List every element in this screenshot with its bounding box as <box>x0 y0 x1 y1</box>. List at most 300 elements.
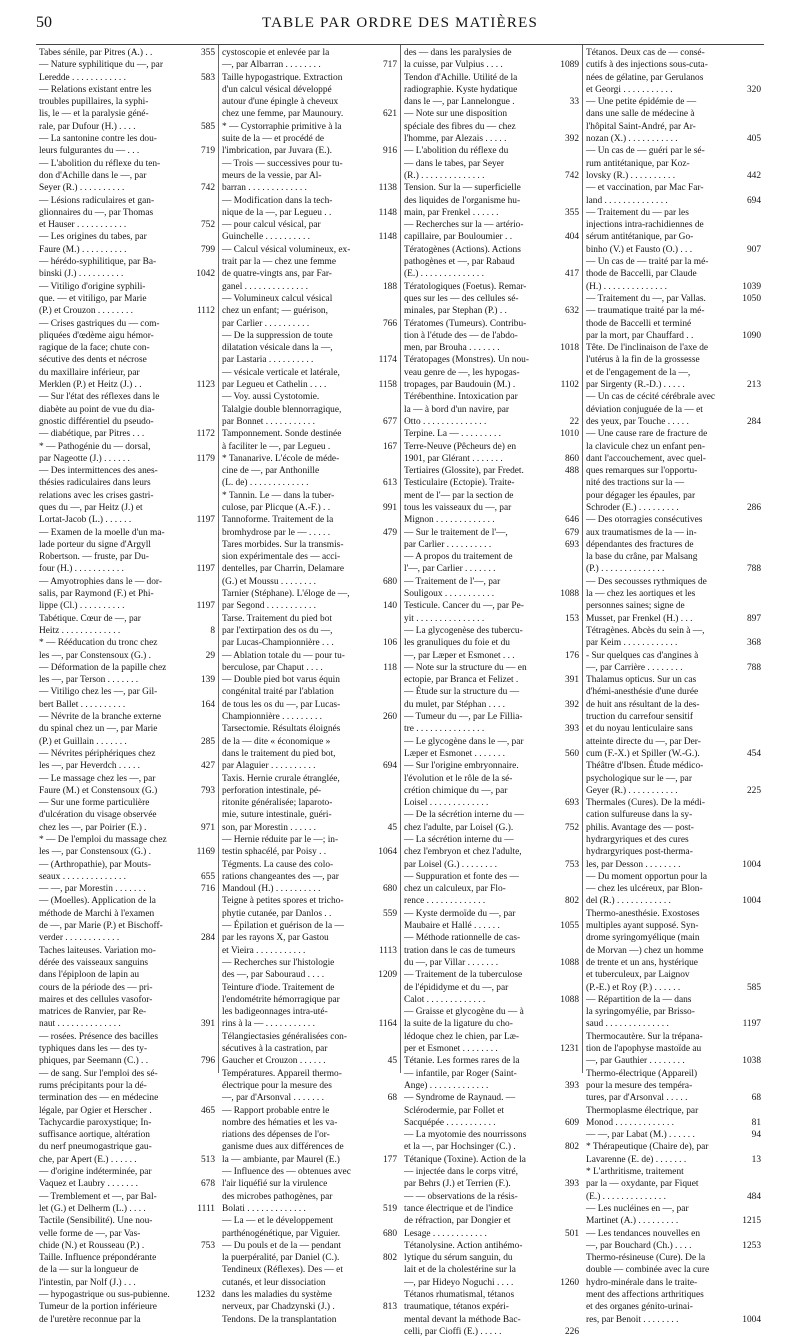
index-line <box>222 908 397 920</box>
index-line <box>222 318 397 330</box>
index-entry-text: binho (V.) et Fausto (O.) . . . <box>586 244 693 255</box>
index-entry-text: yit . . . . . . . . . . . . . . . <box>404 613 485 624</box>
index-entry-text: berculose, par Chaput . . . . <box>222 662 323 673</box>
index-entry-text: — Des intermittences des anes- <box>39 466 158 477</box>
index-page-ref: 355 <box>200 48 215 58</box>
index-line <box>222 859 397 871</box>
index-line <box>586 453 761 465</box>
index-line <box>222 797 397 809</box>
index-entry-text: Guinchelle . . . . . . . . . . <box>222 232 311 243</box>
index-entry-text: Merklen (P.) et Heitz (J.) . . <box>39 380 142 391</box>
index-line <box>222 637 397 649</box>
index-entry-text: l'air liquéfié sur la virulence <box>222 1179 328 1190</box>
index-entry-text: les —, par Constensoux (G.) . <box>39 847 151 858</box>
page-title: TABLE PAR ORDRE DES MATIÈRES <box>261 15 539 31</box>
index-line <box>404 195 579 207</box>
index-line <box>39 330 215 342</box>
index-entry-text: Faure (M.) . . . . . . . . . . <box>39 244 127 255</box>
index-entry-text: Testiculaire (Ectopie). Traite- <box>404 478 515 489</box>
index-line <box>586 736 761 748</box>
index-entry-text: par Nageotte (J.) . . . . . . <box>39 453 130 464</box>
index-entry-text: Mandoul (H.) . . . . . . . . . . <box>222 884 321 895</box>
index-entry-text: Tendons. De la transplantation <box>222 1314 337 1325</box>
index-entry-text: des yeux, par Touche . . . . . <box>586 416 689 427</box>
index-line <box>39 1301 215 1313</box>
index-line <box>404 465 579 477</box>
index-page-ref: 164 <box>200 699 215 710</box>
index-line <box>586 121 761 133</box>
index-line <box>404 453 579 465</box>
index-line <box>586 477 761 489</box>
index-line <box>39 982 215 994</box>
index-line <box>586 883 761 895</box>
index-entry-text: nerveux, par Chadzynski (J.) . <box>222 1302 335 1313</box>
index-line <box>222 613 397 625</box>
index-line <box>586 1141 761 1153</box>
index-entry-text: truction du carrefour sensitif <box>586 712 693 723</box>
index-page-ref: 140 <box>382 601 397 612</box>
index-entry-text: — Déformation de la papille chez <box>39 662 167 673</box>
index-entry-text: res, par Benoit . . . . . . . . <box>586 1314 679 1325</box>
index-line <box>404 551 579 563</box>
index-line <box>222 1092 397 1104</box>
index-entry-text: et des organes génito-urinai- <box>586 1302 693 1313</box>
index-entry-text: déviation conjuguée de la — et <box>586 404 703 415</box>
index-entry-text: Ange) . . . . . . . . . . . . . <box>404 1080 489 1091</box>
index-page-ref: 167 <box>382 441 397 452</box>
index-line <box>222 281 397 293</box>
index-line <box>586 1105 761 1117</box>
index-entry-text: — Voy. aussi Cystotomie. <box>222 392 320 403</box>
index-line <box>39 514 215 526</box>
index-line <box>222 207 397 219</box>
index-line <box>404 354 579 366</box>
index-entry-text: la base du crâne, par Malsang <box>586 552 698 563</box>
index-entry-text: Taille. Influence prépondérante <box>39 1253 157 1264</box>
index-page-ref: 1231 <box>560 1044 579 1055</box>
index-page-ref: 788 <box>746 662 761 673</box>
index-entry-text: — Amyotrophies dans le — dor- <box>39 576 162 587</box>
index-line <box>222 84 397 96</box>
index-entry-text: (E.) . . . . . . . . . . . . . . <box>586 1191 666 1202</box>
index-entry-text: la — à bord d'un navire, par <box>404 404 510 415</box>
index-line <box>586 170 761 182</box>
index-page-ref: 1018 <box>560 343 579 354</box>
index-line <box>404 932 579 944</box>
index-page-ref: 479 <box>382 527 397 538</box>
index-entry-text: Lavarenne (E. de) . . . . . . . <box>586 1154 687 1165</box>
index-line <box>39 1080 215 1092</box>
index-line <box>222 1043 397 1055</box>
index-entry-text: des microbes pathogènes, par <box>222 1191 333 1202</box>
index-page-ref: 1064 <box>378 847 397 858</box>
index-line <box>586 797 761 809</box>
index-entry-text: la cuisse, par Vulpius . . . . <box>404 60 503 71</box>
index-line <box>404 1326 579 1338</box>
index-entry-text: men, par Brouha . . . . . . . <box>404 343 500 354</box>
index-entry-text: — La santonine contre les dou- <box>39 134 157 145</box>
index-entry-text: lippe (Cl.) . . . . . . . . . . <box>39 601 125 612</box>
index-entry-text: et la —, par Hochsinger (C.) . <box>404 1142 516 1153</box>
index-entry-text: d'un calcul vésical développé <box>222 84 332 95</box>
index-line <box>586 318 761 330</box>
index-entry-text: Tannoforme. Traitement de la <box>222 515 334 526</box>
index-page-ref: 513 <box>200 1154 215 1165</box>
index-entry-text: veau genre de —, les hypogas- <box>404 367 520 378</box>
index-entry-text: Thermocautère. Sur la trépana- <box>586 1031 703 1042</box>
index-entry-text: Souligoux . . . . . . . . . . . <box>404 589 495 600</box>
index-entry-text: par Legueu et Cathelin . . . . <box>222 380 327 391</box>
index-page-ref: 1158 <box>378 380 397 391</box>
index-entry-text: perforation intestinale, pé- <box>222 785 322 796</box>
index-page-ref: 68 <box>387 1093 397 1104</box>
index-line <box>39 1031 215 1043</box>
index-entry-text: Musset, par Frenkel (H.) . . . <box>586 613 693 624</box>
index-entry-text: Heitz . . . . . . . . . . . . . <box>39 625 121 636</box>
index-line <box>39 342 215 354</box>
index-line <box>39 674 215 686</box>
index-line <box>222 330 397 342</box>
index-line <box>39 108 215 120</box>
index-line <box>222 736 397 748</box>
index-line <box>586 428 761 440</box>
index-entry-text: — Trois — successives pour tu- <box>222 158 343 169</box>
index-entry-text: par Bonnet . . . . . . . . . . . <box>222 416 315 427</box>
index-line <box>404 637 579 649</box>
index-line <box>39 1252 215 1264</box>
index-entry-text: salis, par Raymond (F.) et Phi- <box>39 589 154 600</box>
index-entry-text: (P.) . . . . . . . . . . . . . . <box>586 564 665 575</box>
index-entry-text: de —, par Marie (P.) et Bischoff- <box>39 921 163 932</box>
index-line <box>586 514 761 526</box>
index-line <box>404 773 579 785</box>
index-line <box>404 1080 579 1092</box>
index-entry-text: Gaucher et Crouzon . . . . . . <box>222 1056 326 1067</box>
index-entry-text: aux traumatismes de la — in- <box>586 527 697 538</box>
index-entry-text: —, par Albarran . . . . . . . . <box>222 60 321 71</box>
index-line <box>222 969 397 981</box>
index-entry-text: —, par Carrière . . . . . . . . <box>586 662 683 673</box>
index-entry-text: — Ablation totale du — pour tu- <box>222 650 345 661</box>
index-entry-text: —, par Hideyo Noguchi . . . . <box>404 1277 514 1288</box>
index-line <box>404 674 579 686</box>
index-line <box>222 822 397 834</box>
index-entry-text: Théâtre d'Ibsen. Étude médico- <box>586 761 704 772</box>
index-line <box>586 182 761 194</box>
index-line <box>222 59 397 71</box>
index-line <box>222 1178 397 1190</box>
index-entry-text: pathogènes et —, par Rabaud <box>404 257 515 268</box>
index-line <box>222 219 397 231</box>
index-entry-text: — Les origines du tabes, par <box>39 232 147 243</box>
index-line <box>404 1043 579 1055</box>
index-entry-text: sion expérimentale des — acci- <box>222 552 341 563</box>
index-entry-text: congénital traité par l'ablation <box>222 687 334 698</box>
index-entry-text: — Traitement de l'—, par <box>404 576 501 587</box>
index-line <box>222 711 397 723</box>
index-entry-text: — Étude sur la structure du — <box>404 687 520 698</box>
index-line <box>404 391 579 403</box>
index-line <box>39 551 215 563</box>
index-line <box>586 1154 761 1166</box>
index-line <box>404 133 579 145</box>
index-entry-text: per et Esmonet . . . . . . . . <box>404 1044 498 1055</box>
index-entry-text: nées de gélatine, par Gerulanos <box>586 72 704 83</box>
index-entry-text: lait et de la cholestérine sur la <box>404 1265 516 1276</box>
index-entry-text: Testicule. Cancer du —, par Pe- <box>404 601 524 612</box>
index-entry-text: la syringomyélie, par Brisso- <box>586 1007 695 1018</box>
index-entry-text: — diabétique, par Pitres . . . <box>39 429 145 440</box>
index-line <box>586 1264 761 1276</box>
index-page-ref: 971 <box>200 822 215 833</box>
index-line <box>586 551 761 563</box>
index-entry-text: des — dans les paralysies de <box>404 48 512 58</box>
index-line <box>586 539 761 551</box>
index-entry-text: — hypogastrique ou sus-pubienne. <box>39 1289 170 1300</box>
index-page-ref: 693 <box>564 539 579 550</box>
index-line <box>39 932 215 944</box>
index-line <box>39 785 215 797</box>
index-line <box>222 785 397 797</box>
index-entry-text: Tachycardie paroxystique; In- <box>39 1117 152 1128</box>
index-entry-text: cation sulfureuse dans la sy- <box>586 810 693 821</box>
index-entry-text: (P.-E.) et Roy (P.) . . . . . . <box>586 982 681 993</box>
index-page-ref: 1148 <box>378 207 397 218</box>
index-entry-text: Tétanos. Deux cas de — consé- <box>586 48 705 58</box>
index-line <box>222 1117 397 1129</box>
index-page-ref: 1172 <box>196 429 215 440</box>
index-line <box>586 982 761 994</box>
index-entry-text: du mulet, par Stéphan . . . . <box>404 699 506 710</box>
index-line <box>586 637 761 649</box>
index-page-ref: 501 <box>564 1228 579 1239</box>
index-entry-text: — Du moment opportun pour la <box>586 871 708 882</box>
index-entry-text: ques sur les — des cellules sé- <box>404 293 519 304</box>
index-line <box>222 1264 397 1276</box>
index-page-ref: 813 <box>382 1302 397 1313</box>
index-entry-text: let (G.) et Delherm (L.) . . . . <box>39 1203 146 1214</box>
index-entry-text: et de l'engagement de la —, <box>586 367 691 378</box>
index-line <box>404 957 579 969</box>
index-line <box>586 1301 761 1313</box>
index-entry-text: ment des affections arthritiques <box>586 1289 704 1300</box>
index-line <box>404 1215 579 1227</box>
index-line <box>586 920 761 932</box>
index-entry-text: tropages, par Baudouin (M.) . <box>404 380 516 391</box>
index-line <box>222 170 397 182</box>
index-line <box>222 121 397 133</box>
index-entry-text: naut . . . . . . . . . . . . . . <box>39 1019 121 1030</box>
index-line <box>222 256 397 268</box>
index-entry-text: dilatation vésicale dans la —, <box>222 343 333 354</box>
index-line <box>222 293 397 305</box>
index-column-3 <box>400 45 582 1337</box>
index-entry-text: * — De l'emploi du massage chez <box>39 835 167 845</box>
index-line <box>222 477 397 489</box>
index-line <box>222 1289 397 1301</box>
index-line <box>39 305 215 317</box>
index-column-1 <box>36 45 218 1325</box>
index-line <box>39 281 215 293</box>
index-entry-text: Tactile (Sensibilité). Une nou- <box>39 1216 153 1227</box>
index-entry-text: multiples ayant supposé. Syn- <box>586 921 699 932</box>
index-line <box>404 760 579 772</box>
index-entry-text: — Une petite épidémie de — <box>586 97 697 108</box>
index-entry-text: par Carlier . . . . . . . . . . <box>222 318 310 329</box>
index-entry-text: relations avec les crises gastri- <box>39 490 154 501</box>
index-line <box>39 908 215 920</box>
index-line <box>404 1141 579 1153</box>
index-entry-text: mie, suture intestinale, guéri- <box>222 810 332 821</box>
index-line <box>586 342 761 354</box>
index-page-ref: 655 <box>200 871 215 882</box>
index-line <box>586 859 761 871</box>
index-line <box>404 219 579 231</box>
index-line <box>39 662 215 674</box>
index-entry-text: —, par Gauthier . . . . . . . . <box>586 1056 685 1067</box>
index-entry-text: ectopie, par Branca et Felizet . <box>404 675 519 686</box>
index-line <box>39 1141 215 1153</box>
index-entry-text: l'imbrication, par Juvara (E.). <box>222 146 332 157</box>
index-entry-text: cine de —, par Anthonille <box>222 466 320 477</box>
index-entry-text: — Influence des — obtenues avec <box>222 1167 351 1178</box>
index-page-ref: 454 <box>746 748 761 759</box>
index-line <box>39 576 215 588</box>
index-line <box>586 650 761 662</box>
index-entry-text: — —, par Morestin . . . . . . . <box>39 884 146 895</box>
index-entry-text: — Syndrome de Raynaud. — <box>404 1093 516 1104</box>
index-line <box>586 871 761 883</box>
index-line <box>222 883 397 895</box>
index-line <box>404 736 579 748</box>
index-entry-text: d'hémi-anesthésie d'une durée <box>586 687 699 698</box>
index-line <box>586 662 761 674</box>
index-entry-text: four (H.) . . . . . . . . . . . <box>39 564 124 575</box>
index-line <box>586 1178 761 1190</box>
index-page-ref: 1050 <box>742 293 761 304</box>
index-line <box>586 1068 761 1080</box>
index-page-ref: 1260 <box>560 1277 579 1288</box>
index-entry-text: de trente et un ans, hystérique <box>586 957 698 968</box>
index-entry-text: ragique de la face; chute con- <box>39 343 150 354</box>
index-entry-text: — L'abolition du réflexe du ten- <box>39 158 161 169</box>
index-page-ref: 802 <box>382 1253 397 1264</box>
index-entry-text: et Vieira . . . . . . . . . . . <box>222 945 306 956</box>
index-page-ref: 285 <box>200 736 215 747</box>
index-page-ref: 139 <box>200 675 215 686</box>
index-entry-text: pour dégager les épaules, par <box>586 490 696 501</box>
index-line <box>39 723 215 735</box>
index-line <box>39 1240 215 1252</box>
index-page-ref: 1197 <box>196 515 215 526</box>
index-entry-text: — Un cas de — traité par la mé- <box>586 257 709 268</box>
index-line <box>586 1092 761 1104</box>
index-entry-text: Thermoplasme électrique, par <box>586 1105 699 1116</box>
index-entry-text: (L. de) . . . . . . . . . . . . . <box>222 478 309 489</box>
index-line <box>404 281 579 293</box>
index-page-ref: 484 <box>746 1191 761 1202</box>
index-entry-text: — De la suppression de toute <box>222 330 333 341</box>
index-line <box>39 613 215 625</box>
index-entry-text: — infantile, par Roger (Saint- <box>404 1068 517 1079</box>
index-entry-text: bromhydrose par le — . . . . . <box>222 527 331 538</box>
index-line <box>222 834 397 846</box>
index-line <box>586 1289 761 1301</box>
index-line <box>222 539 397 551</box>
index-page-ref: 1197 <box>196 601 215 612</box>
index-page-ref: 260 <box>382 712 397 723</box>
index-entry-text: — vésicale verticale et latérale, <box>222 367 340 378</box>
index-line <box>586 1228 761 1240</box>
index-entry-text: — traumatique traité par la mé- <box>586 306 705 317</box>
index-entry-text: tures, par d'Arsonval . . . . . <box>586 1093 688 1104</box>
index-line <box>39 883 215 895</box>
index-entry-text: par la — oxydante, par Fiquet <box>586 1179 699 1190</box>
index-line <box>222 576 397 588</box>
index-line <box>586 256 761 268</box>
index-line <box>586 895 761 907</box>
index-line <box>222 551 397 563</box>
index-line <box>404 871 579 883</box>
index-entry-text: Terpine. La — . . . . . . . . . <box>404 429 501 440</box>
index-line <box>222 108 397 120</box>
index-entry-text: et tuberculeux, par Laignov <box>586 970 690 981</box>
index-line <box>222 354 397 366</box>
index-line <box>222 957 397 969</box>
index-page-ref: 33 <box>569 97 579 108</box>
index-line <box>586 834 761 846</box>
index-entry-text: Thalamus opticus. Sur un cas <box>586 675 697 686</box>
index-line <box>404 908 579 920</box>
index-entry-text: de la — dite « économique » <box>222 736 331 747</box>
index-page-ref: 226 <box>564 1326 579 1337</box>
index-page-ref: 1089 <box>560 60 579 71</box>
index-line <box>586 1277 761 1289</box>
index-line <box>39 957 215 969</box>
index-entry-text: du maxillaire inférieur, par <box>39 367 140 378</box>
index-line <box>39 1191 215 1203</box>
index-entry-text: — Volumineux calcul vésical <box>222 293 333 304</box>
index-entry-text: Tarsectomie. Résultats éloignés <box>222 724 341 735</box>
index-page-ref: 391 <box>564 675 579 686</box>
index-entry-text: sécutives à la castration, par <box>222 1044 328 1055</box>
index-line <box>404 59 579 71</box>
index-entry-text: — Des otorragies consécutives <box>586 515 703 526</box>
index-line <box>222 945 397 957</box>
index-entry-text: Taille hypogastrique. Extraction <box>222 72 343 83</box>
index-line <box>39 1264 215 1276</box>
index-line <box>404 662 579 674</box>
index-entry-text: tance électrique et de l'indice <box>404 1203 513 1214</box>
index-entry-text: typhiques dans les — des ty- <box>39 1044 148 1055</box>
index-line <box>404 822 579 834</box>
index-entry-text: à faciliter le —, par Legueu . <box>222 441 331 452</box>
index-line <box>404 268 579 280</box>
index-entry-text: barran . . . . . . . . . . . . . <box>222 183 307 194</box>
index-line <box>404 883 579 895</box>
index-entry-text: — Sur le traitement de l'—, <box>404 527 508 538</box>
index-line <box>404 244 579 256</box>
index-line <box>404 600 579 612</box>
index-entry-text: — Tumeur du —, par Le Fillia- <box>404 712 523 723</box>
index-entry-text: radiographie. Kyste hydatique <box>404 84 518 95</box>
index-entry-text: Teigne à petites spores et tricho- <box>222 896 344 907</box>
index-entry-text: — Graisse et glycogène du — à <box>404 1007 524 1018</box>
index-entry-text: — La sécrétion interne du — <box>404 835 514 845</box>
index-page-ref: 583 <box>200 72 215 83</box>
index-entry-text: — d'origine indéterminée, par <box>39 1167 152 1178</box>
index-line <box>39 859 215 871</box>
